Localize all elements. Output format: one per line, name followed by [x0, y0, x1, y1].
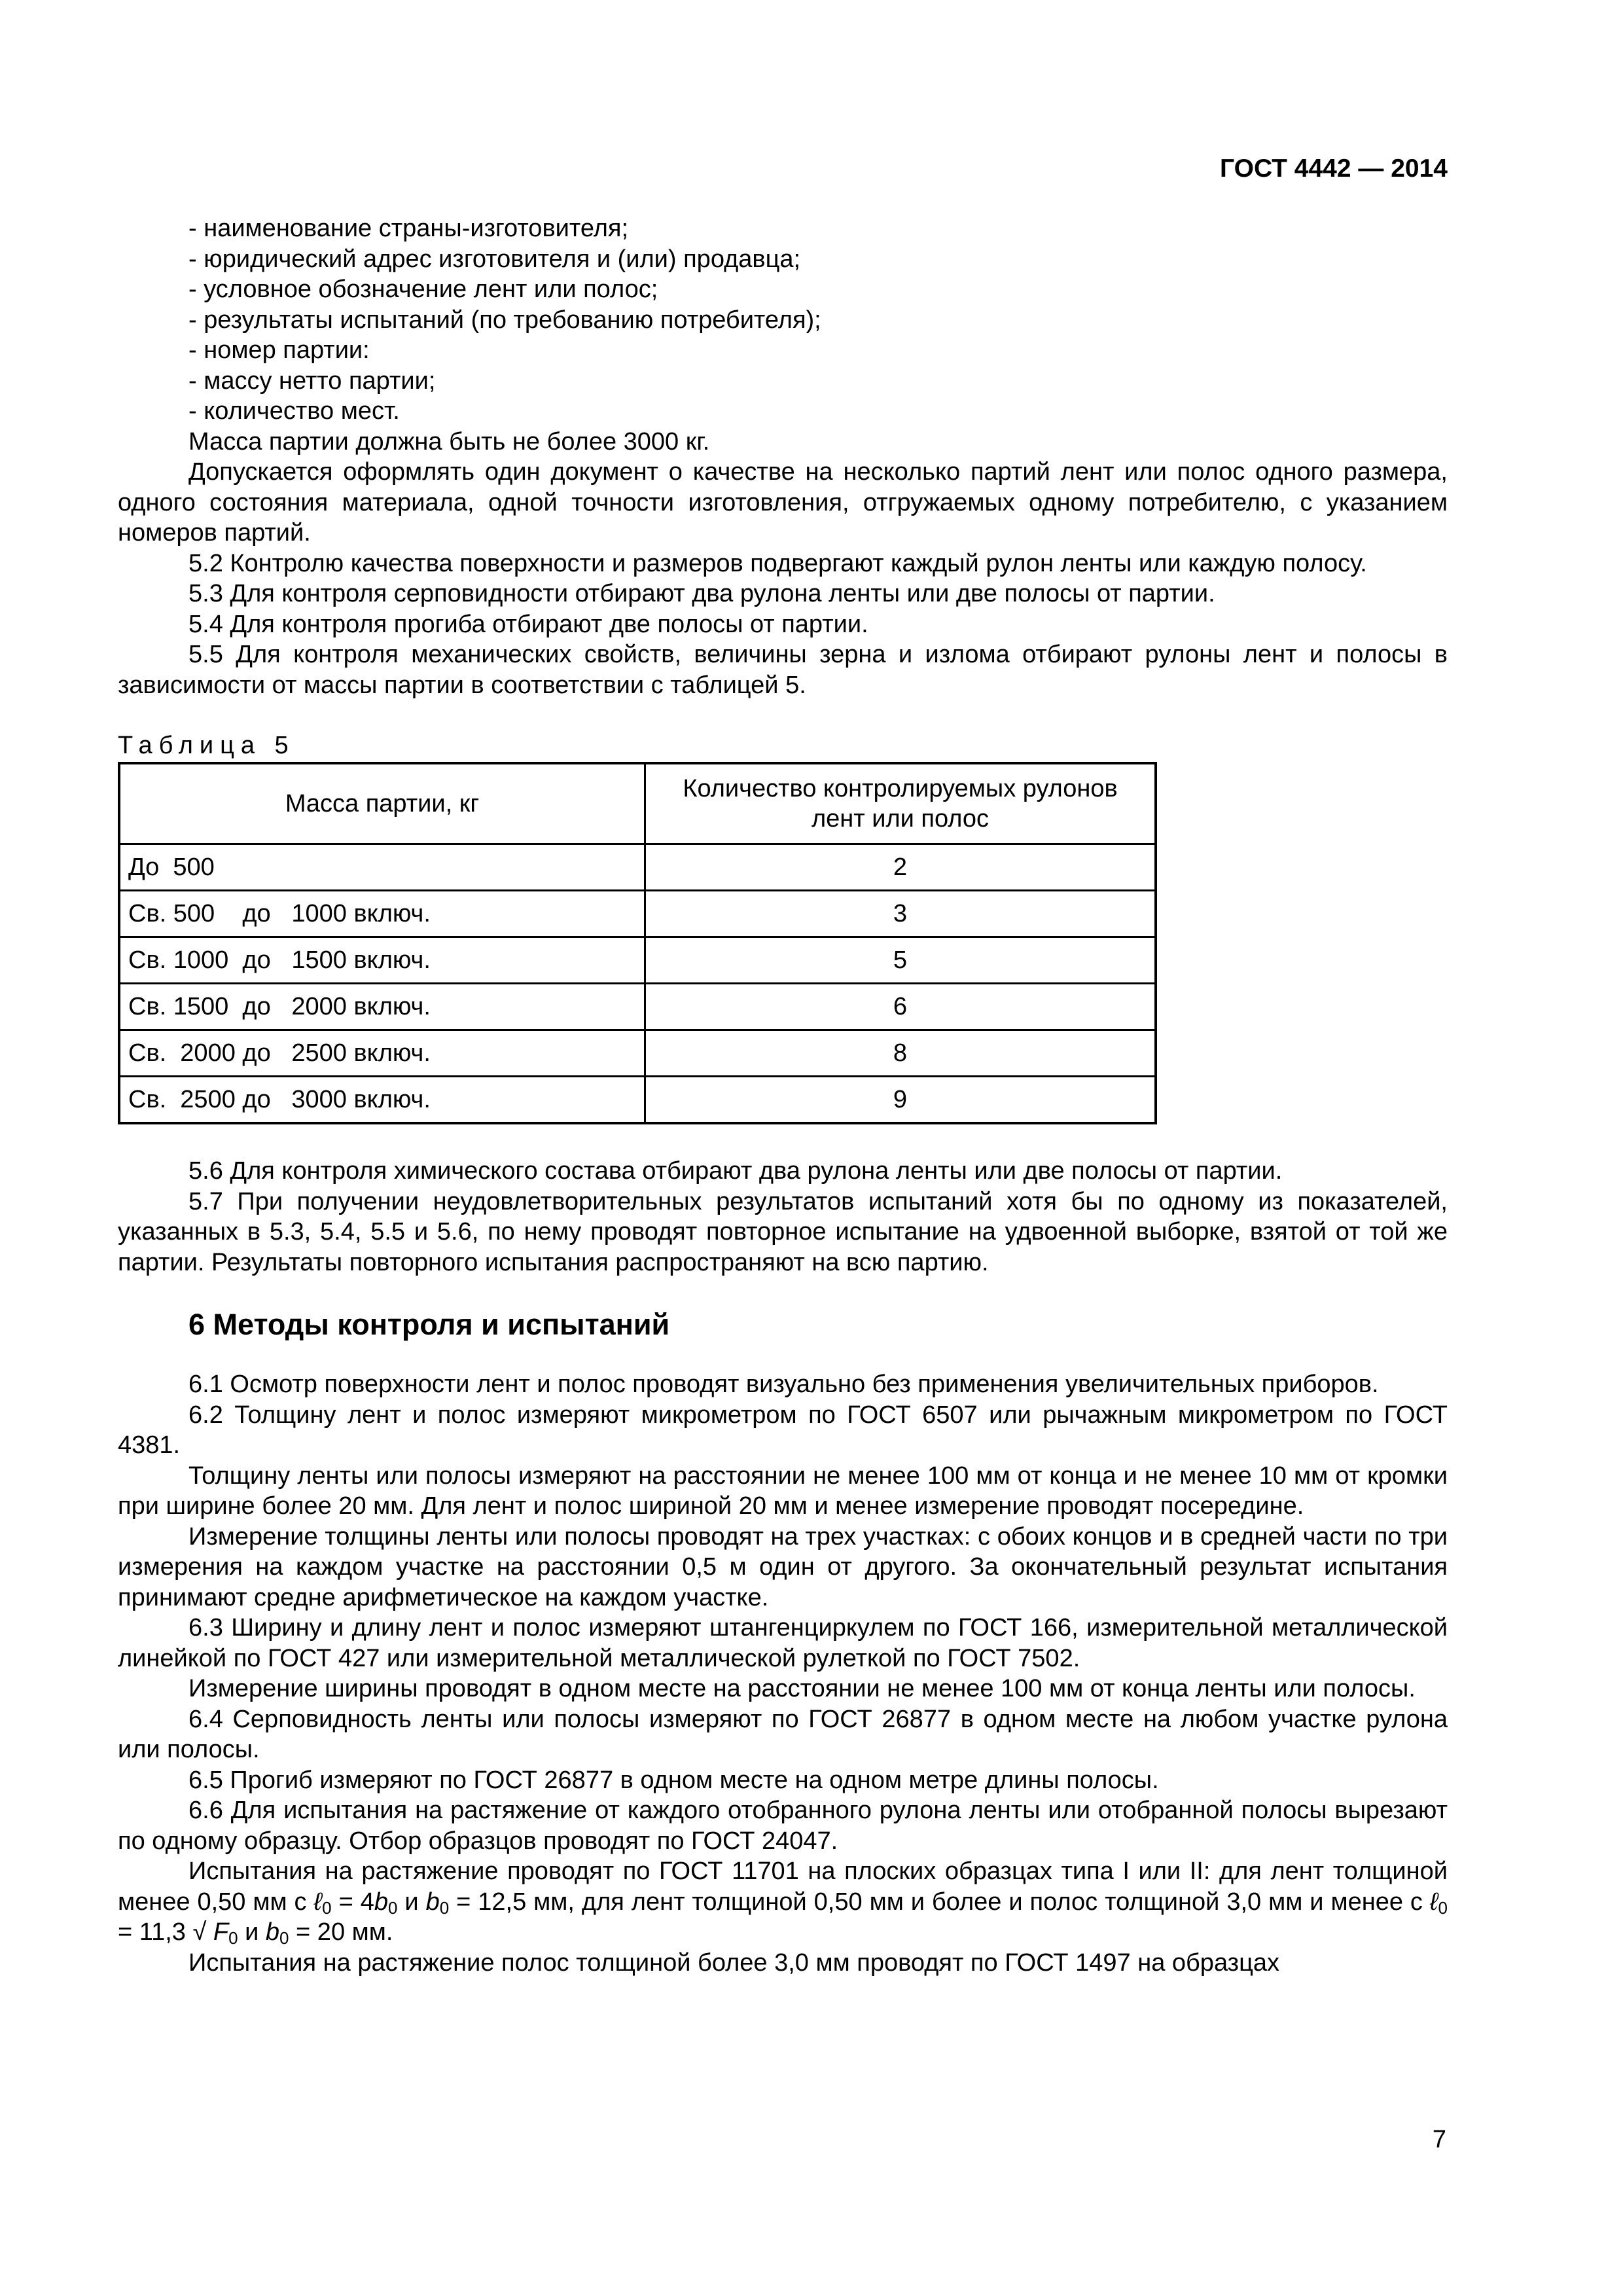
table-row — [119, 1077, 1156, 1124]
paragraph: 6.3 Ширину и длину лент и полос измеряют штангенциркулем по ГОСТ 166, измерительной металлической линейкой по ГОСТ 427 или измерительной металлической рулеткой по ГОСТ 7502. — [118, 1614, 1448, 1672]
list-item: - количество мест. — [188, 397, 400, 425]
paragraph: Масса партии должна быть не более 3000 кг. — [188, 427, 710, 456]
count-cell: 2 — [645, 844, 1156, 891]
paragraph: Испытания на растяжение полос толщиной более 3,0 мм проводят по ГОСТ 1497 на образцах — [188, 1948, 1279, 1977]
paragraph: 5.4 Для контроля прогиба отбирают две полосы от партии. — [188, 610, 868, 638]
paragraph: 6.2 Толщину лент и полос измеряют микрометром по ГОСТ 6507 или рычажным микрометром по ГОСТ 4381. — [118, 1401, 1448, 1459]
mass-cell: Св. 2500 до 3000 включ. — [119, 1077, 645, 1124]
table-caption: Таблица 5 — [118, 732, 295, 759]
paragraph: 6.5 Прогиб измеряют по ГОСТ 26877 в одном месте на одном метре длины полосы. — [188, 1766, 1159, 1794]
paragraph: 5.7 При получении неудовлетворительных результатов испытаний хотя бы по одному из показателей, указанных в 5.3, 5.4, 5.5 и 5.6, по нему проводят повторное испытание на удвоенной выборке, взятой от той же партии. Результаты повторного испытания распространяют на всю партию. — [118, 1187, 1448, 1276]
count-cell: 3 — [645, 891, 1156, 937]
formula-subscript: 0 — [388, 1897, 398, 1918]
section-heading: 6 Методы контроля и испытаний — [188, 1308, 670, 1341]
formula-subscript: 0 — [322, 1897, 332, 1918]
table-row — [119, 937, 1156, 984]
formula-symbol: F — [213, 1918, 229, 1946]
list-item: - юридический адрес изготовителя и (или) продавца; — [188, 245, 801, 273]
paragraph: Толщину ленты или полосы измеряют на расстоянии не менее 100 мм от конца и не менее 10 мм от кромки при ширине более 20 мм. Для лент и полос шириной 20 мм и менее измерение проводят посередине. — [118, 1462, 1448, 1520]
table-row — [119, 984, 1156, 1030]
page-content — [118, 213, 1448, 1978]
paragraph: 5.2 Контролю качества поверхности и размеров подвергают каждый рулон ленты или каждую полосу. — [188, 549, 1367, 577]
text-run: = 12,5 мм, для лент толщиной 0,50 мм и более и полос толщиной 3,0 мм и менее с — [449, 1888, 1430, 1916]
formula-symbol: b — [425, 1888, 440, 1916]
page-number: 7 — [1432, 2126, 1446, 2153]
count-cell: 8 — [645, 1030, 1156, 1077]
after-table-block — [118, 1156, 1448, 1278]
paragraph: Измерение ширины проводят в одном месте на расстоянии не менее 100 мм от конца ленты или полосы. — [188, 1675, 1416, 1702]
text-run: Испытания на растяжение проводят по ГОСТ 11701 на плоских образцах типа I или II: для лент толщиной менее 0,50 мм с — [118, 1857, 1448, 1916]
text-run: и — [397, 1888, 426, 1916]
text-run: = 20 мм. — [289, 1918, 393, 1946]
document-header: ГОСТ 4442 — 2014 — [1220, 154, 1448, 183]
formula-subscript: 0 — [439, 1897, 450, 1918]
list-item: - номер партии: — [188, 336, 370, 364]
count-cell: 5 — [645, 937, 1156, 984]
table-row — [119, 891, 1156, 937]
text-run: = 11,3 √ — [118, 1918, 213, 1946]
sampling-table — [118, 762, 1157, 1124]
mass-cell: Св. 2000 до 2500 включ. — [119, 1030, 645, 1077]
mass-cell: Св. 1500 до 2000 включ. — [119, 984, 645, 1030]
list-item: - результаты испытаний (по требованию потребителя); — [188, 306, 821, 334]
table-row — [119, 1030, 1156, 1077]
count-cell: 6 — [645, 984, 1156, 1030]
mass-cell: Св. 1000 до 1500 включ. — [119, 937, 645, 984]
table-row — [119, 844, 1156, 891]
paragraph: 6.4 Серповидность ленты или полосы измеряют по ГОСТ 26877 в одном месте на любом участке рулона или полосы. — [118, 1705, 1448, 1763]
list-item: - наименование страны-изготовителя; — [188, 215, 629, 242]
text-run: = 4 — [331, 1888, 374, 1916]
formula-symbol: b — [374, 1888, 388, 1916]
text-run: и — [238, 1918, 266, 1946]
formula-symbol: b — [265, 1918, 280, 1946]
paragraph: 6.6 Для испытания на растяжение от каждого отобранного рулона ленты или отобранной полосы вырезают по одному образцу. Отбор образцов проводят по ГОСТ 24047. — [118, 1797, 1448, 1855]
formula-symbol: ℓ — [1429, 1888, 1438, 1916]
formula-subscript: 0 — [1438, 1897, 1448, 1918]
paragraph: Измерение толщины ленты или полосы проводят на трех участках: с обоих концов и в средней части по три измерения на каждом участке на расстоянии 0,5 м один от другого. За окончательный результат испытания принимают средне арифметическое на каждом участке. — [118, 1522, 1448, 1611]
formula-subscript: 0 — [228, 1928, 238, 1948]
paragraph: 6.1 Осмотр поверхности лент и полос проводят визуально без применения увеличительных приборов. — [188, 1371, 1379, 1398]
mass-cell: Св. 500 до 1000 включ. — [119, 891, 645, 937]
tensile-test-paragraph — [118, 1856, 1448, 1948]
paragraph: 5.5 Для контроля механических свойств, величины зерна и излома отбирают рулоны лент и полосы в зависимости от массы партии в соответствии с таблицей 5. — [118, 641, 1448, 699]
list-item: - массу нетто партии; — [188, 367, 436, 395]
formula-subscript: 0 — [279, 1928, 289, 1948]
table-header-row — [119, 763, 1156, 844]
list-item: - условное обозначение лент или полос; — [188, 276, 658, 303]
paragraph: 5.6 Для контроля химического состава отбирают два рулона ленты или две полосы от партии. — [188, 1157, 1283, 1185]
count-cell: 9 — [645, 1077, 1156, 1124]
column-header-count: Количество контролируемых рулонов лент или полос — [645, 763, 1156, 844]
mass-cell: До 500 — [119, 844, 645, 891]
paragraph: 5.3 Для контроля серповидности отбирают два рулона ленты или две полосы от партии. — [188, 580, 1215, 607]
column-header-mass: Масса партии, кг — [119, 763, 645, 844]
formula-symbol: ℓ — [313, 1888, 323, 1916]
paragraph: Допускается оформлять один документ о качестве на несколько партий лент или полос одного размера, одного состояния материала, одной точности изготовления, отгружаемых одному потребителю, с указанием номеров партий. — [118, 458, 1448, 547]
